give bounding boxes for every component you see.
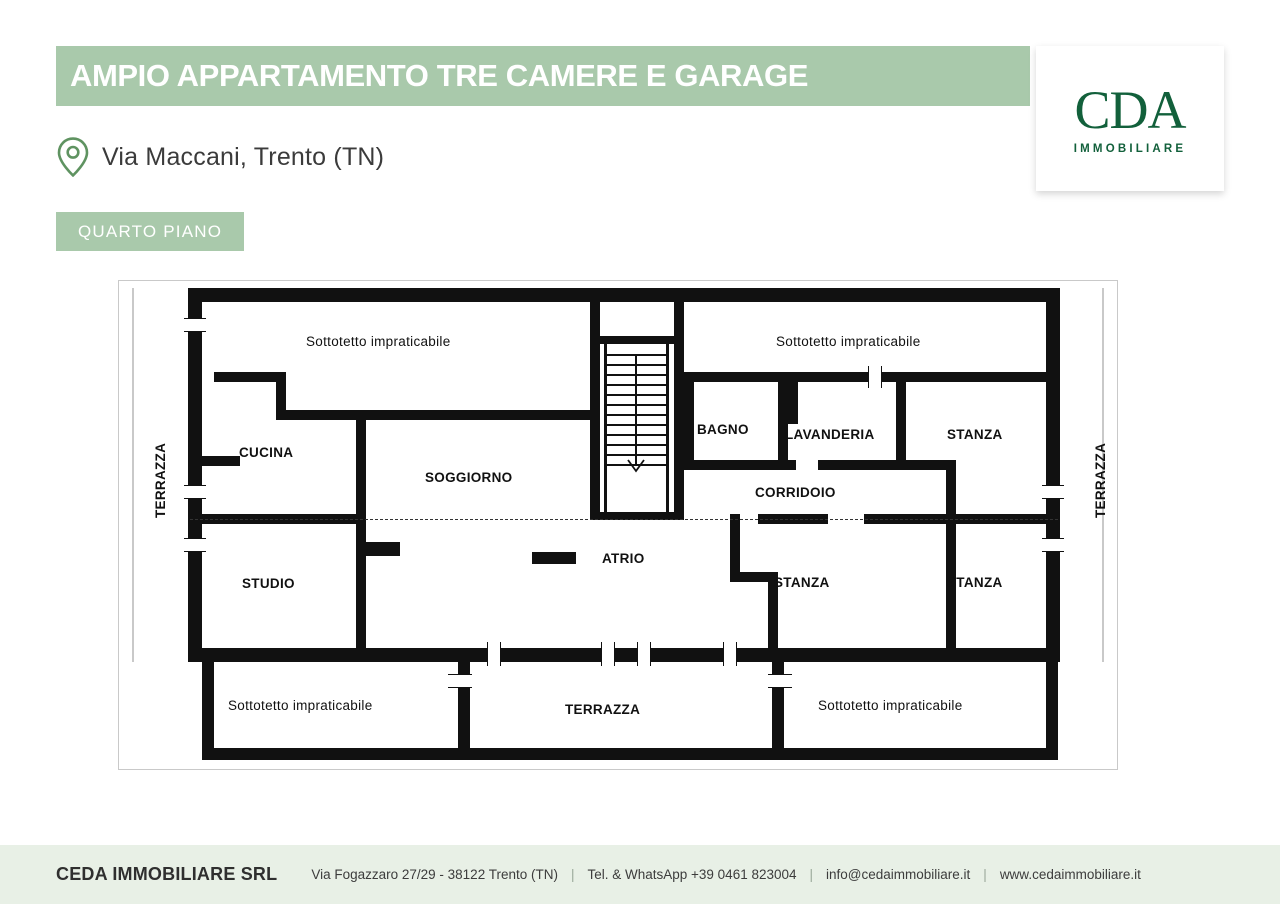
footer-website[interactable]: www.cedaimmobiliare.it bbox=[999, 867, 1141, 882]
window-marker bbox=[487, 642, 501, 666]
window-marker bbox=[1042, 485, 1064, 499]
logo-mark: CDA bbox=[1074, 79, 1186, 140]
room-label-stanza-center: STANZA bbox=[774, 575, 830, 590]
wall-lavanderia-stub bbox=[788, 382, 798, 424]
stair-inner-left bbox=[604, 344, 607, 512]
floor-badge: QUARTO PIANO bbox=[56, 212, 244, 251]
wall-corridoio-top bbox=[684, 460, 796, 470]
stair-direction-arrow bbox=[635, 356, 637, 466]
window-marker bbox=[637, 642, 651, 666]
wall-right bbox=[1046, 288, 1060, 662]
property-address: Via Maccani, Trento (TN) bbox=[102, 142, 385, 171]
room-label-stanza-right: STANZA bbox=[947, 575, 1003, 590]
room-label-soggiorno: SOGGIORNO bbox=[425, 470, 513, 485]
footer-separator: | bbox=[570, 867, 575, 882]
room-label-bagno: BAGNO bbox=[697, 422, 749, 437]
wall-atrio-right bbox=[730, 514, 740, 580]
wall-attic-left-bottom2 bbox=[286, 410, 590, 420]
wall-corridoio-top3 bbox=[906, 460, 950, 470]
wall-left bbox=[188, 288, 202, 662]
room-label-terrazza-bottom: TERRAZZA bbox=[565, 702, 641, 717]
room-label-sottotetto-bottom-right: Sottotetto impraticabile bbox=[818, 698, 963, 713]
wall-lower-div-left bbox=[458, 648, 470, 760]
wall-bagno-left bbox=[684, 382, 694, 468]
footer-contact-info bbox=[311, 867, 1141, 882]
stair-inner-right bbox=[666, 344, 669, 512]
footer-separator: | bbox=[809, 867, 814, 882]
room-label-sottotetto-top-left: Sottotetto impraticabile bbox=[306, 334, 451, 349]
wall-studio-stub bbox=[366, 542, 400, 556]
footer-phone: Tel. & WhatsApp +39 0461 823004 bbox=[587, 867, 797, 882]
window-marker bbox=[768, 674, 792, 688]
location-pin-icon bbox=[56, 137, 90, 177]
terrazza-left-outline bbox=[132, 288, 134, 662]
footer-email[interactable]: info@cedaimmobiliare.it bbox=[826, 867, 971, 882]
wall-corridoio-top2 bbox=[818, 460, 906, 470]
room-label-lavanderia: LAVANDERIA bbox=[785, 427, 875, 442]
room-label-sottotetto-bottom-left: Sottotetto impraticabile bbox=[228, 698, 373, 713]
room-label-terrazza-right: TERRAZZA bbox=[1093, 442, 1108, 518]
wall-studio-right bbox=[356, 524, 366, 648]
window-marker bbox=[868, 366, 882, 388]
logo-subtitle: IMMOBILIARE bbox=[1073, 142, 1187, 155]
window-marker bbox=[184, 538, 206, 552]
room-label-stanza-top-right: STANZA bbox=[947, 427, 1003, 442]
room-label-atrio: ATRIO bbox=[602, 551, 645, 566]
window-marker bbox=[601, 642, 615, 666]
room-label-studio: STUDIO bbox=[242, 576, 295, 591]
room-label-sottotetto-top-right: Sottotetto impraticabile bbox=[776, 334, 921, 349]
wall-lower-right bbox=[1046, 648, 1058, 760]
window-marker bbox=[448, 674, 472, 688]
wall-lower-bottom bbox=[202, 748, 1058, 760]
footer-address: Via Fogazzaro 27/29 - 38122 Trento (TN) bbox=[311, 867, 558, 882]
window-marker bbox=[184, 318, 206, 332]
wall-stair-right bbox=[674, 288, 684, 520]
window-marker bbox=[1042, 538, 1064, 552]
wall-bottom-main bbox=[188, 648, 1060, 662]
window-marker bbox=[723, 642, 737, 666]
stair-arrow-head-icon bbox=[626, 458, 646, 474]
wall-top bbox=[188, 288, 1060, 302]
wall-atrio-object bbox=[532, 552, 576, 564]
wall-attic-left-vert bbox=[276, 372, 286, 420]
wall-cucina-left-low bbox=[202, 456, 240, 466]
company-logo bbox=[1036, 46, 1224, 191]
section-line bbox=[190, 519, 1058, 520]
wall-lower-left bbox=[202, 648, 214, 760]
wall-lower-div-right bbox=[772, 648, 784, 760]
wall-stair-landing bbox=[590, 336, 684, 344]
window-marker bbox=[184, 485, 206, 499]
wall-cucina-right bbox=[356, 420, 366, 520]
room-label-cucina: CUCINA bbox=[239, 445, 294, 460]
room-label-terrazza-left: TERRAZZA bbox=[153, 442, 168, 518]
address-row bbox=[56, 133, 384, 181]
wall-lavanderia-right bbox=[896, 382, 906, 468]
footer-brand: CEDA IMMOBILIARE SRL bbox=[56, 864, 278, 884]
footer-separator: | bbox=[983, 867, 987, 882]
floor-plan bbox=[118, 280, 1118, 770]
footer-bar bbox=[0, 845, 1280, 904]
wall-stair-left bbox=[590, 288, 600, 520]
title-bar bbox=[56, 46, 1030, 106]
room-label-corridoio: CORRIDOIO bbox=[755, 485, 836, 500]
page-title: AMPIO APPARTAMENTO TRE CAMERE E GARAGE bbox=[70, 58, 809, 93]
wall-bagno-right bbox=[778, 382, 788, 468]
